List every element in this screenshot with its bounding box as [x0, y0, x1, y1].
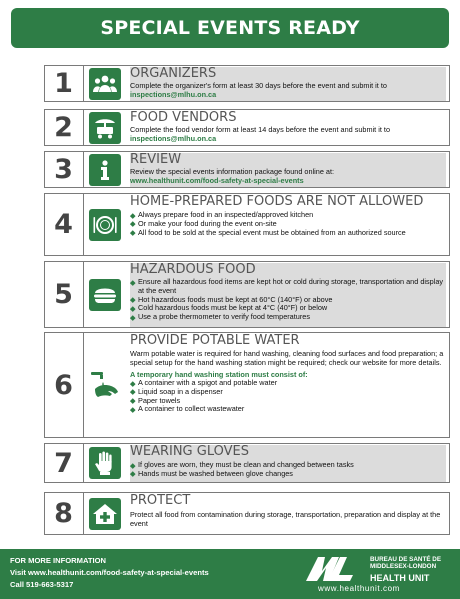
people-group-icon — [89, 68, 121, 100]
glove-icon — [89, 447, 121, 479]
list-item: A container to collect wastewater — [130, 405, 446, 414]
plate-cutlery-icon — [89, 209, 121, 241]
step-title: PROVIDE POTABLE WATER — [130, 333, 300, 348]
logo-line-2: MIDDLESEX-LONDON — [370, 563, 437, 570]
list-item: If gloves are worn, they must be clean and changed between tasks — [130, 461, 446, 470]
website-link[interactable]: www.healthunit.com/food-safety-at-special-events — [130, 176, 304, 185]
email-link[interactable]: inspections@mlhu.on.ca — [130, 90, 217, 99]
email-link[interactable]: inspections@mlhu.on.ca — [130, 134, 217, 143]
step-number: 3 — [44, 151, 84, 188]
info-icon — [89, 154, 121, 186]
station-subheading: A temporary hand washing station must consist of: — [130, 370, 308, 379]
bullet-list — [130, 461, 446, 479]
list-item: Hot hazardous foods must be kept at 60°C (140°F) or above — [130, 296, 446, 305]
step-title: ORGANIZERS — [130, 66, 217, 81]
step-potable-water — [44, 332, 450, 438]
step-protect — [44, 492, 450, 535]
step-description: Protect all food from contamination during storage, transportation, preparation and display at the event — [130, 510, 441, 528]
step-title: WEARING GLOVES — [130, 444, 249, 459]
more-info-heading: FOR MORE INFORMATION — [10, 556, 107, 565]
page-title: SPECIAL EVENTS READY — [100, 17, 360, 39]
health-unit-logo — [302, 553, 452, 595]
step-number: 6 — [44, 332, 84, 438]
step-title: FOOD VENDORS — [130, 110, 237, 125]
step-home-prepared-foods — [44, 193, 450, 256]
step-review — [44, 151, 450, 188]
step-number: 7 — [44, 443, 84, 483]
footer-phone[interactable]: Call 519-663-5317 — [10, 580, 74, 589]
step-number: 8 — [44, 492, 84, 535]
ml-logo-mark — [304, 553, 368, 583]
step-number: 4 — [44, 193, 84, 256]
list-item: Paper towels — [130, 397, 446, 406]
bullet-list — [130, 211, 446, 237]
step-title: REVIEW — [130, 152, 182, 167]
step-title: PROTECT — [130, 493, 191, 508]
step-description: Warm potable water is required for hand washing, cleaning food surfaces and food preparation; a special setup for the hand washing station might be required; check our website for more details. — [130, 349, 444, 367]
list-item: Always prepare food in an inspected/approved kitchen — [130, 211, 446, 220]
step-wearing-gloves — [44, 443, 450, 483]
step-organizers — [44, 65, 450, 102]
step-number: 2 — [44, 109, 84, 146]
step-title: HOME-PREPARED FOODS ARE NOT ALLOWED — [130, 194, 424, 209]
list-item: Ensure all hazardous food items are kept hot or cold during storage, transportation and display at the event — [130, 278, 446, 296]
header-banner — [11, 8, 449, 48]
hamburger-icon — [89, 279, 121, 311]
list-item: A container with a spigot and potable water — [130, 379, 446, 388]
logo-url[interactable]: www.healthunit.com — [318, 584, 400, 593]
step-number: 1 — [44, 65, 84, 102]
list-item: Liquid soap in a dispenser — [130, 388, 446, 397]
step-description: Complete the organizer's form at least 30 days before the event and submit it to — [130, 81, 387, 90]
medical-house-icon — [89, 498, 121, 530]
step-title: HAZARDOUS FOOD — [130, 262, 256, 277]
step-description: Complete the food vendor form at least 14 days before the event and submit it to — [130, 125, 391, 134]
step-description: Review the special events information package found online at: — [130, 167, 335, 176]
logo-health-unit: HEALTH UNIT — [370, 573, 430, 583]
logo-line-1: BUREAU DE SANTÉ DE — [370, 556, 442, 563]
step-food-vendors — [44, 109, 450, 146]
list-item: Use a probe thermometer to verify food temperatures — [130, 313, 446, 322]
list-item: Or make your food during the event on-site — [130, 220, 446, 229]
bullet-list — [130, 379, 446, 414]
hand-washing-icon — [89, 369, 121, 401]
step-number: 5 — [44, 261, 84, 328]
footer-website-link[interactable]: Visit www.healthunit.com/food-safety-at-special-events — [10, 568, 209, 577]
list-item: Hands must be washed between glove changes — [130, 470, 446, 479]
footer — [0, 549, 460, 599]
list-item: Cold hazardous foods must be kept at 4°C (40°F) or below — [130, 304, 446, 313]
food-cart-icon — [89, 112, 121, 144]
bullet-list — [130, 278, 446, 322]
list-item: All food to be sold at the special event must be obtained from an authorized source — [130, 229, 446, 238]
step-hazardous-food — [44, 261, 450, 328]
